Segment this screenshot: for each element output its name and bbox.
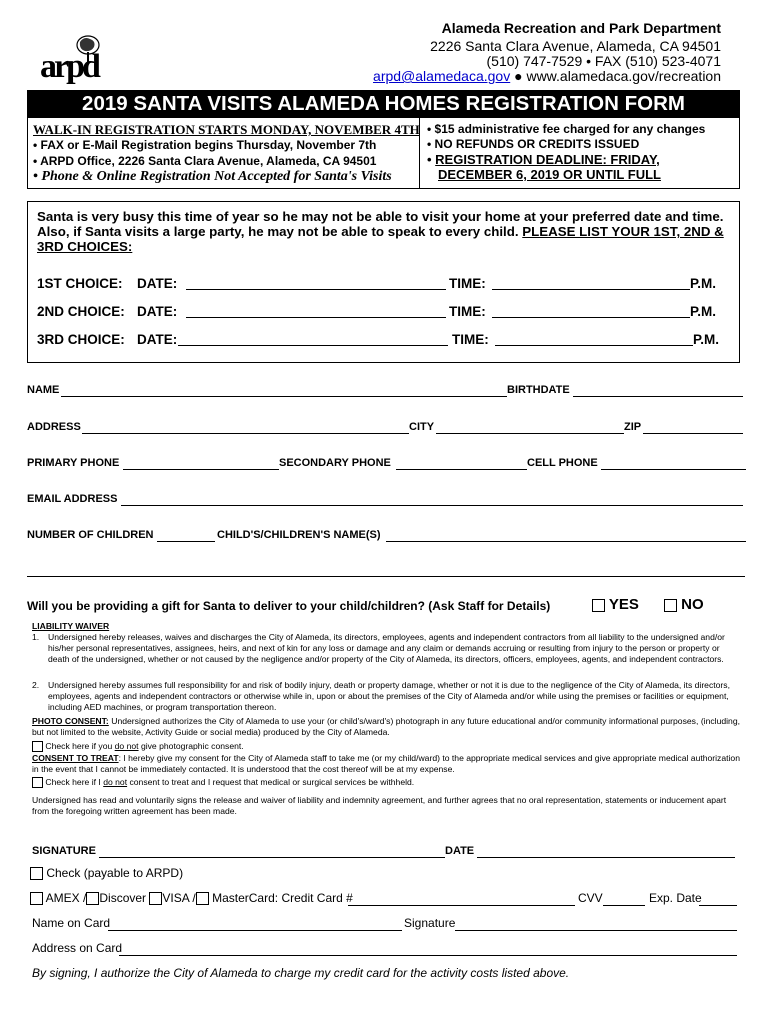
card-type-row [30, 891, 353, 905]
waiver-item-1 [32, 632, 740, 665]
choice-1-time-field[interactable] [492, 289, 690, 290]
num-children-label: NUMBER OF CHILDREN [27, 529, 154, 541]
photo-check-text-2: give photographic consent. [138, 741, 244, 751]
choice-3-date-label: DATE: [137, 332, 178, 347]
walkin-registration: WALK-IN REGISTRATION STARTS MONDAY, NOVEMBER 4TH [33, 122, 420, 137]
consent-to-treat-label: CONSENT TO TREAT [32, 753, 119, 763]
waiver-item-2 [32, 680, 740, 713]
name-label: NAME [27, 384, 60, 396]
cvv-label: CVV [578, 891, 603, 905]
choice-2-time-field[interactable] [492, 317, 690, 318]
choice-3-pm: P.M. [693, 332, 720, 347]
card-signature-label: Signature [404, 916, 456, 930]
arpd-office-text: ARPD Office, 2226 Santa Clara Avenue, Alameda, CA 94501 [40, 154, 377, 168]
photo-consent-label: PHOTO CONSENT: [32, 716, 109, 726]
secondary-phone-field[interactable] [396, 469, 527, 470]
photo-consent [32, 716, 740, 738]
name-on-card-field[interactable] [108, 930, 402, 931]
choice-1-date-label: DATE: [137, 276, 178, 291]
choice-2-pm: P.M. [690, 304, 717, 319]
address-field[interactable] [82, 433, 409, 434]
primary-phone-label: PRIMARY PHONE [27, 457, 120, 469]
logo-text: arpd [40, 48, 98, 85]
name-field[interactable] [61, 396, 507, 397]
deadline-notice [427, 152, 661, 182]
treat-check-text-2: consent to treat and I request that medical or surgical services be withheld. [127, 777, 415, 787]
choice-2-label: 2ND CHOICE: [37, 304, 125, 319]
photo-check-do-not: do not [114, 741, 139, 751]
choices-intro-text: Santa is very busy this time of year so he may not be able to visit your home at your preferred date and time. Also, if Santa visits a large party, he may not be able to speak to every child. [37, 209, 724, 239]
check-payment-checkbox[interactable] [30, 867, 43, 880]
cell-phone-label: CELL PHONE [527, 457, 598, 469]
secondary-phone-label: SECONDARY PHONE [279, 457, 391, 469]
choice-3-label: 3RD CHOICE: [37, 332, 125, 347]
address-on-card-label: Address on Card [32, 941, 123, 955]
signature-date-label: DATE [445, 845, 475, 857]
city-label: CITY [409, 421, 435, 433]
check-payment-label: Check (payable to ARPD) [46, 866, 184, 880]
arpd-office [33, 154, 376, 168]
choices-intro-emph: PLEASE LIST YOUR 1ST, 2ND & 3RD CHOICES: [37, 224, 724, 254]
waiver-heading: LIABILITY WAIVER [32, 621, 110, 631]
refunds-notice [427, 137, 639, 151]
gift-question: Will you be providing a gift for Santa to deliver to your child/children? (Ask Staff for Details) [27, 599, 551, 613]
bullet: • [33, 169, 42, 184]
fee-notice [427, 122, 705, 136]
refunds-text: NO REFUNDS OR CREDITS ISSUED [434, 137, 640, 151]
choice-3-time-label: TIME: [452, 332, 489, 347]
org-web-line [373, 68, 721, 84]
birthdate-field[interactable] [573, 396, 743, 397]
email-field[interactable] [121, 505, 743, 506]
amex-label: AMEX / [45, 891, 87, 905]
fee-text: $15 administrative fee charged for any changes [434, 122, 706, 136]
photo-consent-check[interactable] [32, 741, 244, 752]
bullet: • [33, 138, 41, 152]
fax-email-text: FAX or E-Mail Registration begins Thursday, November 7th [40, 138, 377, 152]
choice-1-date-field[interactable] [186, 289, 446, 290]
website-text: ● www.alamedaca.gov/recreation [510, 68, 721, 84]
gift-no-checkbox[interactable] [664, 599, 677, 612]
child-names-field-2[interactable] [27, 576, 745, 577]
city-field[interactable] [436, 433, 624, 434]
check-payment-option[interactable] [30, 866, 183, 880]
arpd-logo [38, 32, 102, 88]
waiver-item-2-text: Undersigned hereby assumes full responsibility for and risk of bodily injury, death or property damage, whether or not it is due to the negligence of the City of Alameda, its directors, employees, agents and independent contractors or otherwise while in, upon or about the premises of the City of Alameda and/or while using the premises or facilities or equipment, including AED machines, or program transportation thereon. [48, 680, 730, 712]
bullet: • [427, 152, 436, 167]
deadline-line-2: DECEMBER 6, 2019 OR UNTIL FULL [438, 167, 661, 182]
org-name: Alameda Recreation and Park Department [441, 20, 721, 36]
signature-label: SIGNATURE [32, 845, 96, 857]
visa-checkbox[interactable] [149, 892, 162, 905]
num-children-field[interactable] [157, 541, 215, 542]
card-signature-field[interactable] [455, 930, 737, 931]
phone-online-notice [33, 169, 392, 185]
photo-check-text-1: Check here if you [43, 741, 115, 751]
deadline-line-1: REGISTRATION DEADLINE: FRIDAY, [435, 152, 660, 167]
waiver-closing: Undersigned has read and voluntarily signs the release and waiver of liability and indemnity agreement, and further agrees that no oral representation, statements or inducement apart from the foregoing written agreement has been made. [32, 795, 727, 816]
choice-2-time-label: TIME: [449, 304, 486, 319]
exp-date-label: Exp. Date [649, 891, 702, 905]
gift-yes-option[interactable] [592, 596, 639, 613]
primary-phone-field[interactable] [123, 469, 279, 470]
treat-check-do-not: do not [103, 777, 128, 787]
photo-consent-checkbox[interactable] [32, 741, 43, 752]
consent-to-treat [32, 753, 740, 775]
child-names-label: CHILD'S/CHILDREN'S NAME(S) [217, 529, 381, 541]
gift-yes-checkbox[interactable] [592, 599, 605, 612]
waiver-item-1-number: 1. [32, 632, 40, 642]
amex-checkbox[interactable] [30, 892, 43, 905]
consent-to-treat-text: : I hereby give my consent for the City of Alameda staff to take me (or my child/ward) to the appropriate medical services and give appropriate medical authorization in the event that I cannot be immediately contacted. It is understood that the cost thereof will be at my expense. [32, 753, 740, 774]
birthdate-label: BIRTHDATE [507, 384, 570, 396]
gift-no-label: NO [681, 596, 704, 613]
fax-email-registration [33, 138, 376, 152]
choice-1-label: 1ST CHOICE: [37, 276, 123, 291]
consent-to-treat-check[interactable] [32, 777, 414, 788]
discover-checkbox[interactable] [86, 892, 99, 905]
child-names-field[interactable] [386, 541, 746, 542]
mastercard-checkbox[interactable] [196, 892, 209, 905]
email-label: EMAIL ADDRESS [27, 493, 118, 505]
visa-label: VISA / [162, 891, 196, 905]
gift-yes-label: YES [608, 596, 639, 613]
gift-no-option[interactable] [664, 596, 704, 613]
bullet: • [427, 122, 435, 136]
credit-card-number-field[interactable] [348, 905, 575, 906]
email-link[interactable]: arpd@alamedaca.gov [373, 68, 511, 84]
waiver-item-2-number: 2. [32, 680, 40, 690]
phone-online-text: Phone & Online Registration Not Accepted for Santa's Visits [41, 169, 392, 184]
cvv-field[interactable] [603, 905, 645, 906]
org-phones: (510) 747-7529 • FAX (510) 523-4071 [486, 53, 721, 69]
signature-date-field[interactable] [477, 857, 735, 858]
consent-to-treat-checkbox[interactable] [32, 777, 43, 788]
treat-check-text-1: Check here if I [43, 777, 104, 787]
form-title: 2019 SANTA VISITS ALAMEDA HOMES REGISTRATION FORM [82, 92, 685, 115]
choices-intro [37, 209, 735, 254]
choice-2-date-field[interactable] [186, 317, 446, 318]
waiver-item-1-text: Undersigned hereby releases, waives and discharges the City of Alameda, its directors, employees, agents and independent contractors from all liability to the undersigned and/or his/her personal representatives, assignees, heirs, and next of kin for any loss or damage and any claim or demands accruing or resulting from injury to the person or property or death of the undersigned, whether or not caused by the negligence and/or property of the City of Alameda, its directors, officers, employees, agents, and independent contractors. [48, 632, 725, 664]
zip-field[interactable] [643, 433, 743, 434]
name-on-card-label: Name on Card [32, 916, 111, 930]
photo-consent-text: Undersigned authorizes the City of Alameda to use your (or child's/ward's) photograph in any future educational and/or community informational purposes, (including, but not limited to the website, Activity Guide or social media) produced by the City of Alameda. [32, 716, 740, 737]
address-on-card-field[interactable] [119, 955, 737, 956]
bullet: • [427, 137, 435, 151]
form-title-bar [27, 90, 740, 118]
choice-3-date-field[interactable] [178, 345, 448, 346]
org-address: 2226 Santa Clara Avenue, Alameda, CA 94501 [430, 38, 721, 54]
choice-2-date-label: DATE: [137, 304, 178, 319]
cell-phone-field[interactable] [601, 469, 746, 470]
choice-3-time-field[interactable] [495, 345, 693, 346]
mastercard-label: MasterCard: Credit Card # [212, 891, 353, 905]
signature-field[interactable] [99, 857, 445, 858]
bullet: • [33, 154, 41, 168]
choice-1-pm: P.M. [690, 276, 717, 291]
zip-label: ZIP [624, 421, 642, 433]
exp-date-field[interactable] [699, 905, 737, 906]
authorization-note: By signing, I authorize the City of Alameda to charge my credit card for the activity costs listed above. [32, 966, 570, 980]
discover-label: Discover [99, 891, 147, 905]
choice-1-time-label: TIME: [449, 276, 486, 291]
address-label: ADDRESS [27, 421, 81, 433]
